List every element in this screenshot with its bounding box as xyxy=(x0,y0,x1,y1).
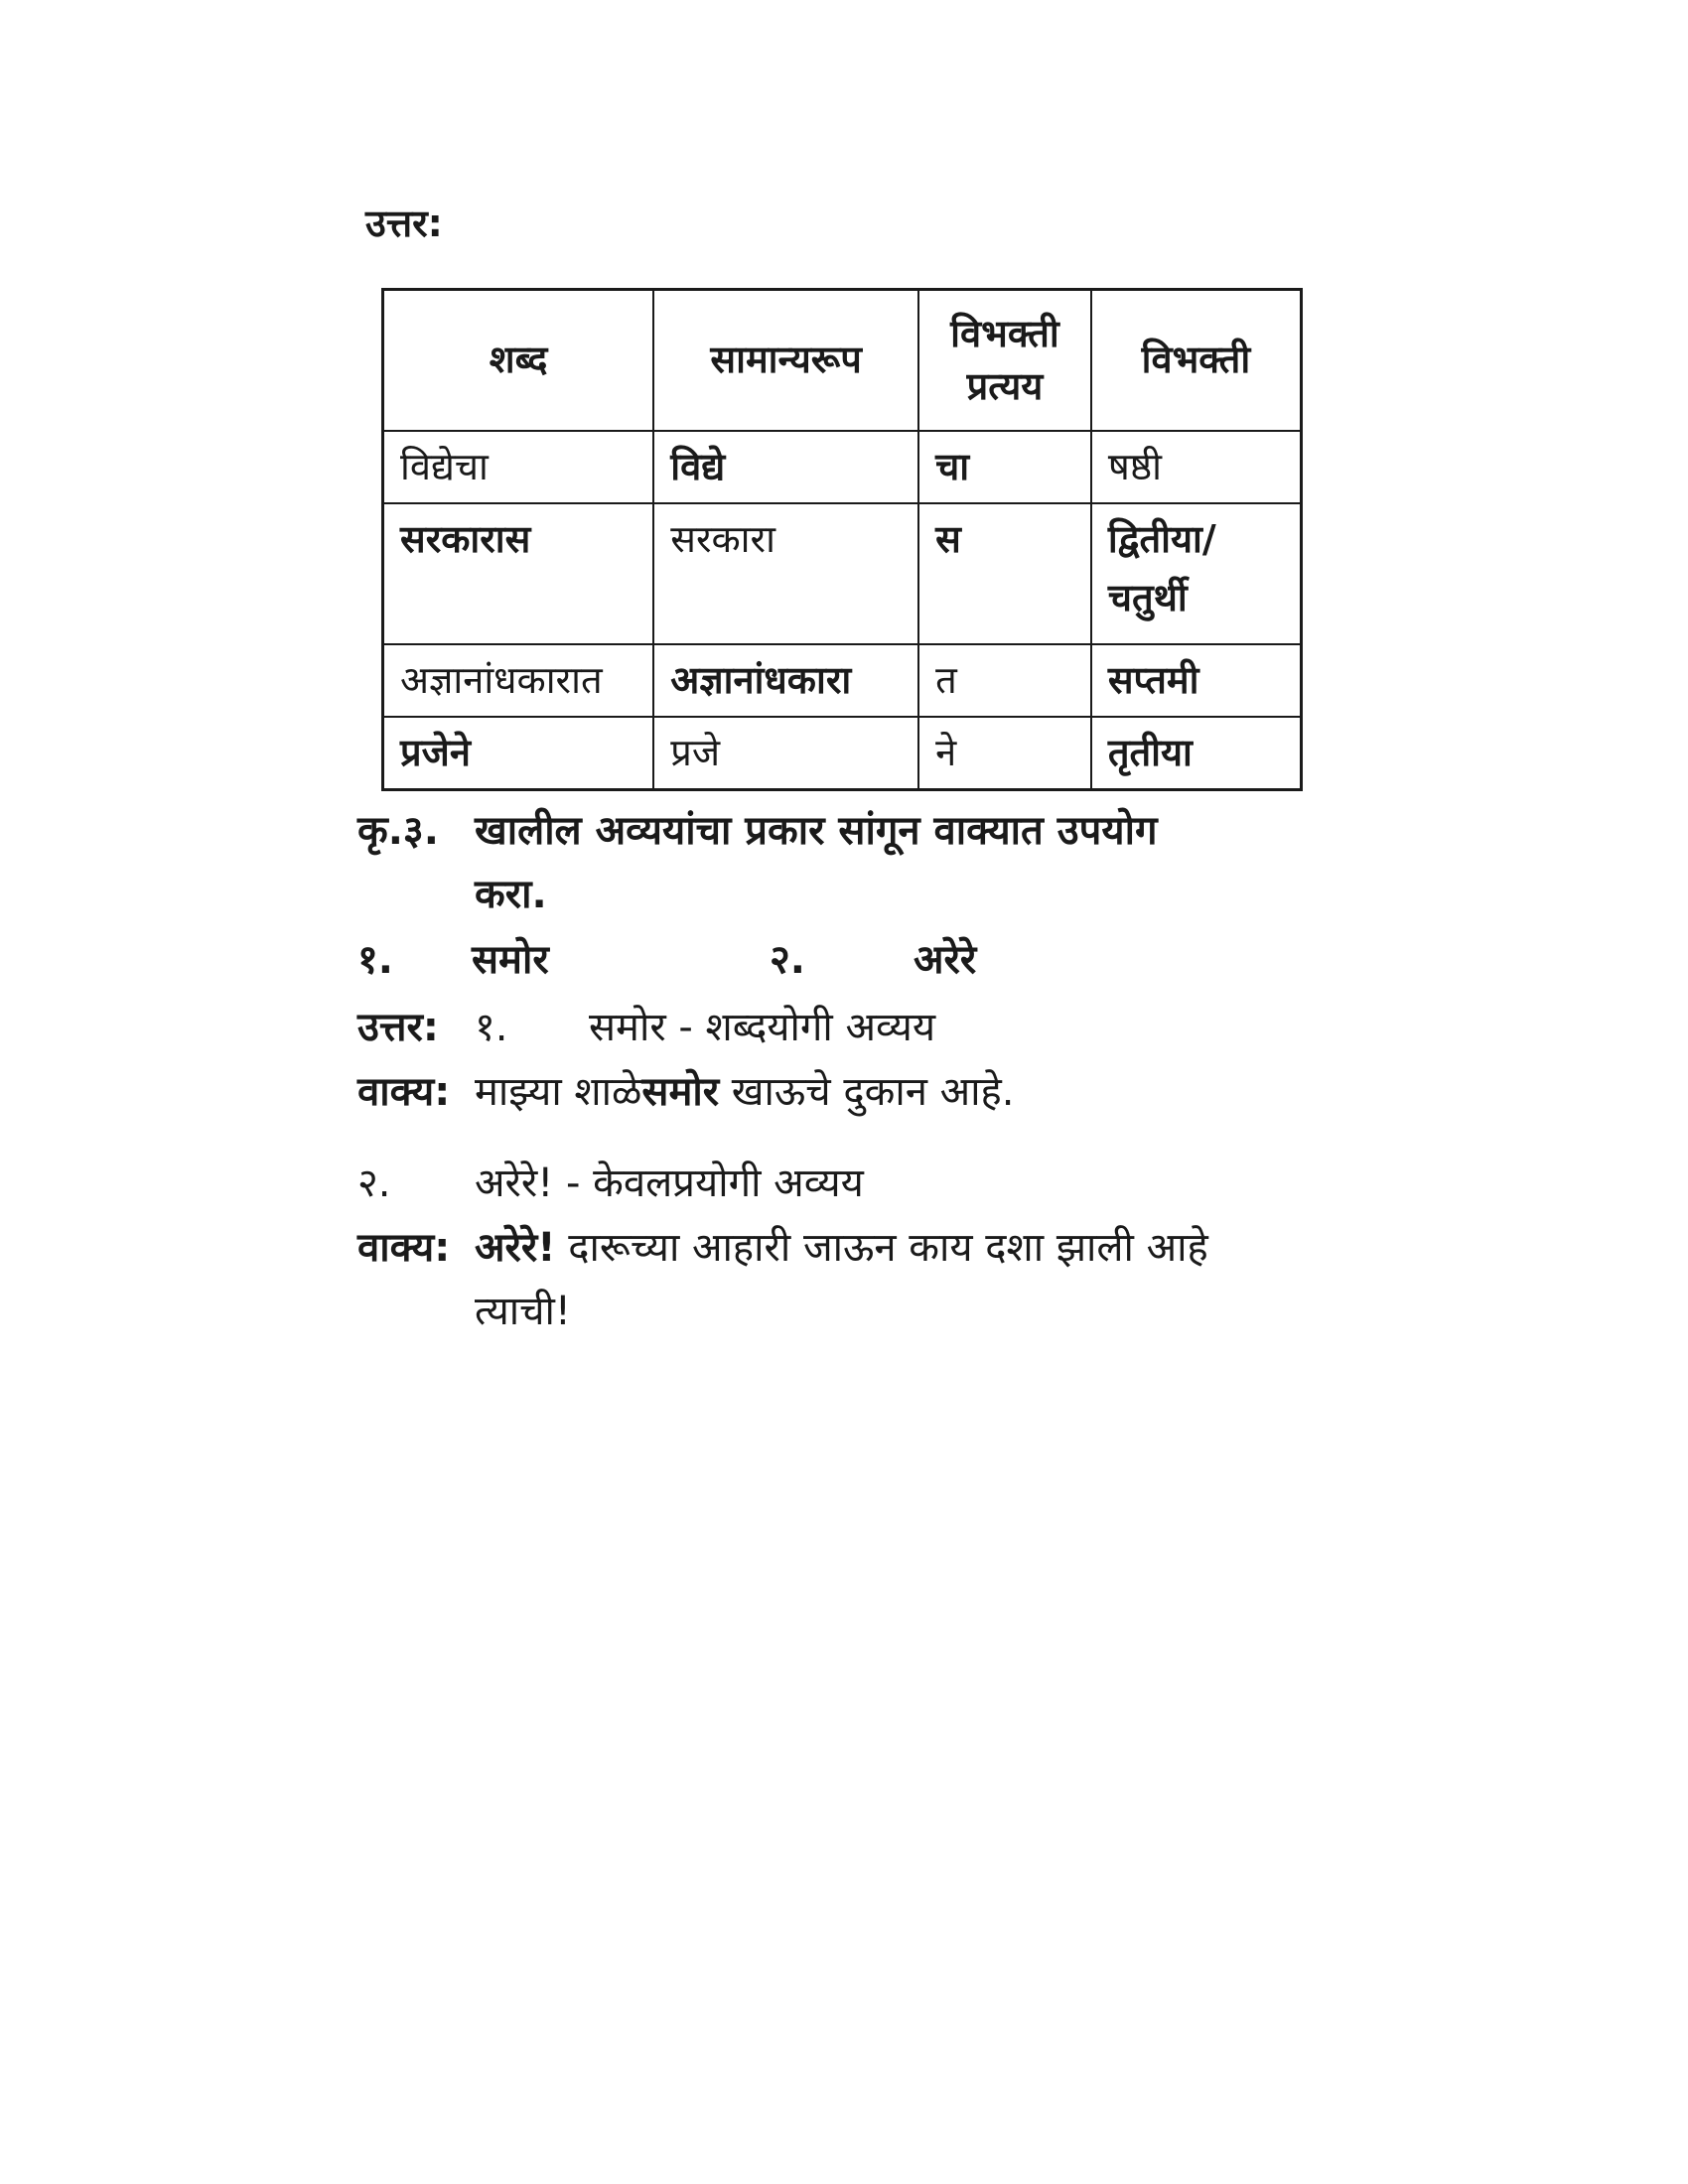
table-cell: प्रजे xyxy=(653,717,918,789)
table-cell: विद्ये xyxy=(653,431,918,503)
header-samanyarup: सामान्यरूप xyxy=(653,290,918,432)
table-cell: प्रजेने xyxy=(383,717,654,789)
table-cell: तृतीया xyxy=(1091,717,1302,789)
table-cell: स xyxy=(918,503,1091,644)
header-vibhakti: विभक्ती xyxy=(1091,290,1302,432)
sentence-text-line2: त्याची! xyxy=(475,1289,571,1334)
table-cell: अज्ञानांधकारात xyxy=(383,644,654,717)
answer-2 xyxy=(357,1152,864,1215)
question-text-line2: करा. xyxy=(475,872,547,917)
item-number: २. xyxy=(770,937,805,983)
sentence-text-bold: समोर xyxy=(641,1069,720,1115)
table-row xyxy=(383,717,1302,789)
table-cell: त xyxy=(918,644,1091,717)
vibhakti-table xyxy=(381,288,1303,791)
table-cell: द्वितीया/ चतुर्थी xyxy=(1091,503,1302,644)
table-cell: षष्ठी xyxy=(1091,431,1302,503)
table-cell: अज्ञानांधकारा xyxy=(653,644,918,717)
table-cell: सरकारास xyxy=(383,503,654,644)
header-pratyay: विभक्ती प्रत्यय xyxy=(918,290,1091,432)
question-items xyxy=(357,928,976,992)
answer-heading: उत्तर: xyxy=(365,202,443,245)
answer-number: १. xyxy=(475,1005,508,1050)
table-row xyxy=(383,644,1302,717)
sentence-text-post: खाऊचे दुकान आहे. xyxy=(719,1069,1015,1115)
sentence-label: वाक्य: xyxy=(357,1225,451,1271)
table-cell: सरकारा xyxy=(653,503,918,644)
table-cell: सप्तमी xyxy=(1091,644,1302,717)
sentence-text-pre: माझ्या शाळे xyxy=(475,1069,642,1115)
sentence-label: वाक्य: xyxy=(357,1069,451,1115)
table-row xyxy=(383,431,1302,503)
answer-1 xyxy=(357,996,935,1059)
question-number: कृ.३. xyxy=(357,808,439,854)
table-header-row xyxy=(383,290,1302,432)
answer-label: उत्तर: xyxy=(357,1005,439,1050)
question-text-line1: खालील अव्ययांचा प्रकार सांगून वाक्यात उपयोग xyxy=(475,808,1158,854)
sentence-2 xyxy=(357,1216,1311,1343)
item-word: अरेरे xyxy=(914,937,977,983)
answer-text: समोर - शब्दयोगी अव्यय xyxy=(589,1005,936,1050)
answer-text: अरेरे! - केवलप्रयोगी अव्यय xyxy=(475,1160,864,1206)
answer-number: २. xyxy=(357,1160,391,1206)
item-number: १. xyxy=(357,937,393,983)
sentence-text-line1: दारूच्या आहारी जाऊन काय दशा झाली आहे xyxy=(555,1225,1208,1271)
table-cell: ने xyxy=(918,717,1091,789)
table-cell: चा xyxy=(918,431,1091,503)
header-shabd: शब्द xyxy=(383,290,654,432)
table-cell: विद्येचा xyxy=(383,431,654,503)
table-row xyxy=(383,503,1302,644)
item-word: समोर xyxy=(472,937,549,983)
sentence-text-bold: अरेरे! xyxy=(475,1225,556,1271)
question-heading xyxy=(357,799,1311,926)
sentence-1 xyxy=(357,1060,1014,1124)
